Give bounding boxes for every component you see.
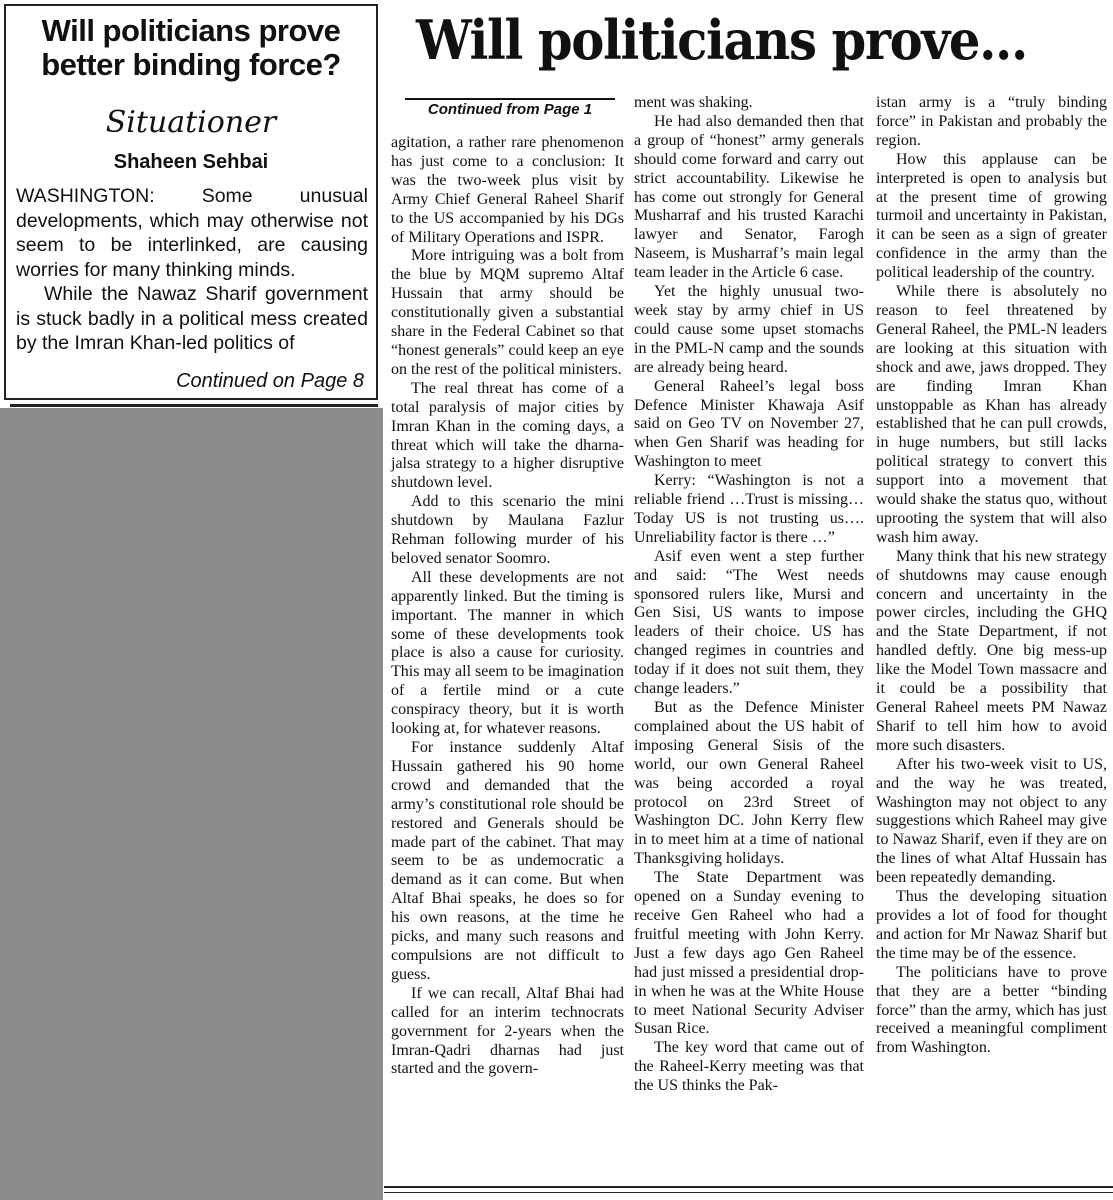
paragraph: For instance suddenly Altaf Hussain gathered his 90 home crowd and demanded that the army’s constitutional role should be restored and Generals should be made part of the cabinet. That may seem to be as undemocratic a demand as it can come. But when Altaf Bhai speaks, he does so for his own reasons, at the time he picks, and many such reasons and compulsions are not difficult to guess. (391, 739, 624, 983)
divider (10, 404, 378, 407)
continued-from-label: Continued from Page 1 (427, 101, 593, 118)
front-paragraph: While the Nawaz Sharif government is stuck badly in a political mess created by the Imran Khan-led politics of (16, 283, 368, 354)
paragraph: General Raheel’s legal boss Defence Minister Khawaja Asif said on Geo TV on November 27, when Gen Sharif was heading for Washington to meet (634, 377, 864, 471)
front-headline: Will politicians prove better binding force? (41, 13, 341, 82)
paragraph: The politicians have to prove that they are a better “binding force” than the army, which has just received a meaningful compliment from Washington. (876, 963, 1107, 1057)
paragraph: agitation, a rather rare phenomenon has just come to a conclusion: It was the two-week plus visit by Army Chief General Raheel Sharif to the US accompanied by his DGs of Military Operations and ISPR. (391, 134, 624, 246)
paragraph: All these developments are not apparently linked. But the timing is important. The manner in which some of these developments took place is also a cause for curiosity. This may all seem to be imagination of a fertile mind or a cute conspiracy theory, but it is worth looking at, for whatever reasons. (391, 568, 624, 738)
continued-on-label: Continued on Page 8 (176, 370, 364, 392)
paragraph: The real threat has come of a total paralysis of major cities by Imran Khan in the coming days, a threat which will take the dharna-jalsa strategy to a higher disruptive shutdown level. (391, 379, 624, 492)
paragraph: While there is absolutely no reason to feel threatened by General Raheel, the PML-N leaders are looking at this situation with shock and awe, jaws dropped. They are finding Imran Khan unstoppable as Khan has already established that he can pull crowds, in huge numbers, but still lacks political strategy to convert this support into a movement that would shake the status quo, without uprooting the system that will also wash him away. (876, 283, 1107, 546)
paragraph: istan army is a “truly binding force” in Pakistan and probably the region. (876, 94, 1107, 149)
paragraph: More intriguing was a bolt from the blue by MQM supremo Altaf Hussain that army should be constitutionally given a substantial share in the Federal Cabinet so that “honest generals” could keep an eye on the rest of the political ministers. (391, 247, 624, 378)
front-paragraph: WASHINGTON: Some unusual developments, which may otherwise not seem to be interlinked, are causing worries for many thinking minds. (16, 185, 368, 281)
front-kicker: Situationer (105, 105, 277, 140)
paragraph: But as the Defence Minister complained about the US habit of imposing General Sisis of the world, our own General Raheel was being accorded a royal protocol on 23rd Street of Washington DC. John Kerry flew in to meet him at a time of national Thanksgiving holidays. (634, 699, 864, 868)
paragraph: Many think that his new strategy of shutdowns may cause enough concern and uncertainty in the power circles, including the GHQ and the State Department, if not handled deftly. One big mess-up like the Model Town massacre and it could be a possibility that General Raheel meets PM Nawaz Sharif to tell him how to avoid more such disasters. (876, 547, 1107, 754)
bottom-rule (384, 1186, 1113, 1188)
paragraph: Yet the highly unusual two-week stay by army chief in US could cause some upset stomachs in the PML-N camp and the sounds are already being heard. (634, 283, 864, 376)
grey-placeholder-block (0, 408, 383, 1200)
byline: Shaheen Sehbai (113, 151, 269, 173)
page-headline: Will politicians prove... (416, 8, 1027, 72)
front-body (16, 184, 368, 356)
paragraph: Add to this scenario the mini shutdown by Maulana Fazlur Rehman following murder of his beloved senator Soomro. (391, 493, 624, 567)
article-column-2 (634, 94, 864, 1096)
paragraph: Asif even went a step further and said: “The West needs sponsored rulers like, Mursi and Gen Sisi, US wants to impose leaders of their choice. US has changed regimes in countries and today if it does not suit them, they change leaders.” (634, 547, 864, 698)
article-column-3 (876, 94, 1107, 1058)
front-page-snippet (4, 4, 378, 400)
paragraph: The State Department was opened on a Sunday evening to receive Gen Raheel who had a fruitful meeting with John Kerry. Just a few days ago Gen Raheel had just missed a presidential drop-in when he was at the White House to meet National Security Adviser Susan Rice. (634, 869, 864, 1038)
paragraph: After his two-week visit to US, and the way he was treated, Washington may not object to any suggestions which Raheel may give to Nawaz Sharif, even if they are on the lines of what Altaf Hussain has been repeatedly demanding. (876, 755, 1108, 887)
paragraph: How this applause can be interpreted is open to analysis but at the present time of growing turmoil and uncertainty in Pakistan, it can be seen as a sign of greater confidence in the army than the political leadership of the country. (876, 150, 1107, 282)
paragraph: ment was shaking. (634, 94, 753, 111)
paragraph: The key word that came out of the Raheel-Kerry meeting was that the US thinks the Pak- (634, 1039, 864, 1095)
article-column-1 (391, 134, 624, 1079)
paragraph: If we can recall, Altaf Bhai had called for an interim technocrats government for 2-years when the Imran-Qadri dharnas had just started and the govern- (391, 984, 624, 1078)
paragraph: Kerry: “Washington is not a reliable friend …Trust is missing…Today US is not trusting us…. Unreliability factor is there …” (634, 472, 864, 546)
bottom-rule (384, 1192, 1113, 1193)
paragraph: Thus the developing situation provides a lot of food for thought and action for Mr Nawaz Sharif but the time may be of the essence. (876, 888, 1107, 962)
paragraph: He had also demanded then that a group of “honest” army generals should come forward and carry out strict accountability. Likewise he has come out strongly for General Musharraf and his trusted Karachi lawyer and Senator, Farogh Naseem, is Musharraf’s main legal team leader in the Article 6 case. (634, 112, 864, 282)
